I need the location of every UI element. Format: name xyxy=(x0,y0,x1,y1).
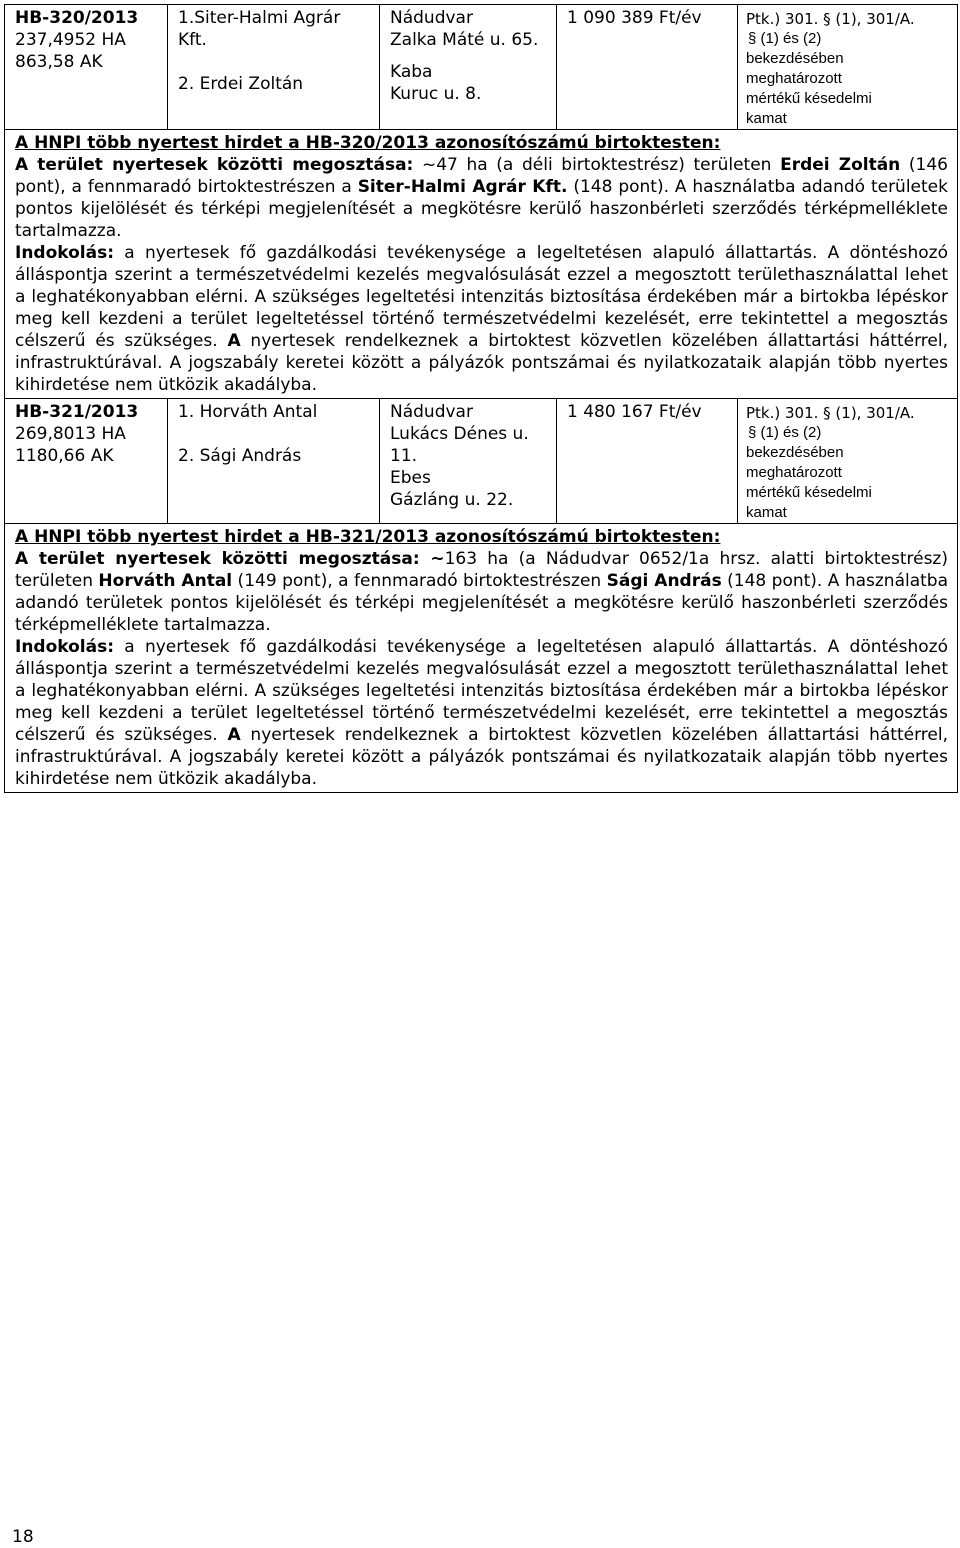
address-street: Lukács Dénes u. 11. xyxy=(390,424,529,466)
winner-name: 1. Horváth Antal xyxy=(178,402,318,422)
price-cell xyxy=(557,399,738,524)
section-heading: A HNPI több nyertest hirdet a HB-321/2013 azonosítószámú birtoktesten: xyxy=(15,527,721,547)
reason-bold: A xyxy=(227,331,241,351)
parcel-ak: 1180,66 AK xyxy=(15,446,114,466)
split-label: A terület nyertesek közötti megosztása: ~ xyxy=(15,549,445,569)
address-street: Kuruc u. 8. xyxy=(390,84,482,104)
penalty-line: Ptk.) 301. § (1), 301/A. xyxy=(746,404,915,422)
penalty-cell xyxy=(738,5,958,130)
tender-results-table xyxy=(4,4,958,793)
split-text: 163 ha (a Nádudvar 0652/1a hrsz. alatti birtoktestrész) területen xyxy=(15,549,948,591)
split-winner: Siter-Halmi Agrár Kft. xyxy=(357,177,568,197)
split-text: (148 pont). A használatba adandó területek pontos kijelölését és térképi megjelenítését a megkötésre kerülő haszonbérleti szerződés térképmelléklete tartalmazza. xyxy=(15,571,948,635)
reason-text: a nyertesek fő gazdálkodási tevékenysége a legeltetésen alapuló állattartás. A döntéshozó álláspontja szerint a természetvédelmi kezelés megvalósulását ezzel a megosztott területhasználattal lehet a leghatékonyabban elérni. A szükséges legeltetési intenzitás biztosítása érdekében már a birtokba lépéskor meg kell kezdeni a terület legeltetéssel történő természetvédelmi kezelését, erre tekintettel a megosztás célszerű és szükséges. xyxy=(15,637,948,745)
reason-label: Indokolás: xyxy=(15,243,115,263)
address-city: Ebes xyxy=(390,468,431,488)
address-street: Zalka Máté u. 65. xyxy=(390,30,539,50)
reason-bold: A xyxy=(227,725,241,745)
winners-cell xyxy=(168,5,380,130)
address-cell xyxy=(380,399,557,524)
table-row xyxy=(5,130,958,399)
parcel-id: HB-321/2013 xyxy=(15,402,139,422)
penalty-line: kamat xyxy=(746,110,787,127)
description-cell xyxy=(5,524,958,793)
annual-price: 1 090 389 Ft/év xyxy=(567,8,702,28)
winners-cell xyxy=(168,399,380,524)
parcel-area: 237,4952 HA xyxy=(15,30,126,50)
section-heading: A HNPI több nyertest hirdet a HB-320/2013 azonosítószámú birtoktesten: xyxy=(15,133,721,153)
reason-paragraph xyxy=(15,636,948,790)
split-winner: Erdei Zoltán xyxy=(780,155,901,175)
parcel-id: HB-320/2013 xyxy=(15,8,139,28)
penalty-cell xyxy=(738,399,958,524)
penalty-line: meghatározott xyxy=(746,70,842,87)
split-paragraph xyxy=(15,154,948,242)
penalty-line: mértékű késedelmi xyxy=(746,90,872,107)
split-label: A terület nyertesek közötti megosztása: xyxy=(15,155,414,175)
reason-paragraph xyxy=(15,242,948,396)
penalty-line: Ptk.) 301. § (1), 301/A. xyxy=(746,10,915,28)
parcel-area: 269,8013 HA xyxy=(15,424,126,444)
split-paragraph xyxy=(15,548,948,636)
parcel-cell xyxy=(5,399,168,524)
parcel-ak: 863,58 AK xyxy=(15,52,103,72)
penalty-line: mértékű késedelmi xyxy=(746,484,872,501)
address-city: Kaba xyxy=(390,62,433,82)
penalty-line: § (1) és (2) xyxy=(748,30,822,47)
split-text: (148 pont). A használatba adandó területek pontos kijelölését és térképi megjelenítését a megkötésre kerülő haszonbérleti szerződés térképmelléklete tartalmazza. xyxy=(15,177,948,241)
address-cell xyxy=(380,5,557,130)
reason-text: nyertesek rendelkeznek a birtoktest közvetlen közelében állattartási háttérrel, infrastruktúrával. A jogszabály keretei között a pályázók pontszámai és nyilatkozataik alapján több nyertes kihirdetése nem ütközik akadályba. xyxy=(15,331,948,395)
address-city: Nádudvar xyxy=(390,402,473,422)
document-table-wrapper xyxy=(4,4,957,793)
penalty-line: meghatározott xyxy=(746,464,842,481)
annual-price: 1 480 167 Ft/év xyxy=(567,402,702,422)
split-text: ~47 ha (a déli birtoktestrész) területen xyxy=(413,155,781,175)
reason-label: Indokolás: xyxy=(15,637,115,657)
penalty-line: bekezdésében xyxy=(746,50,844,67)
split-text: (146 pont), a fennmaradó birtoktestrészen a xyxy=(15,155,948,197)
split-winner: Horváth Antal xyxy=(98,571,233,591)
reason-text: nyertesek rendelkeznek a birtoktest közvetlen közelében állattartási háttérrel, infrastruktúrával. A jogszabály keretei között a pályázók pontszámai és nyilatkozataik alapján több nyertes kihirdetése nem ütközik akadályba. xyxy=(15,725,948,789)
penalty-line: § (1) és (2) xyxy=(748,424,822,441)
page-number: 18 xyxy=(12,1527,34,1547)
table-row xyxy=(5,5,958,130)
address-street: Gázláng u. 22. xyxy=(390,490,514,510)
winner-name: 2. Sági András xyxy=(178,446,302,466)
table-row xyxy=(5,524,958,793)
winner-name: 2. Erdei Zoltán xyxy=(178,74,304,94)
penalty-line: bekezdésében xyxy=(746,444,844,461)
split-text: (149 pont), a fennmaradó birtoktestrészen xyxy=(232,571,607,591)
description-cell xyxy=(5,130,958,399)
price-cell xyxy=(557,5,738,130)
parcel-cell xyxy=(5,5,168,130)
winner-name: 1.Siter-Halmi Agrár Kft. xyxy=(178,8,341,50)
table-row xyxy=(5,399,958,524)
reason-text: a nyertesek fő gazdálkodási tevékenysége a legeltetésen alapuló állattartás. A döntéshozó álláspontja szerint a természetvédelmi kezelés megvalósulását ezzel a megosztott területhasználattal lehet a leghatékonyabban elérni. A szükséges legeltetési intenzitás biztosítása érdekében már a birtokba lépéskor meg kell kezdeni a terület legeltetéssel történő természetvédelmi kezelését, erre tekintettel a megosztás célszerű és szükséges. xyxy=(15,243,948,351)
address-city: Nádudvar xyxy=(390,8,473,28)
penalty-line: kamat xyxy=(746,504,787,521)
split-winner: Sági András xyxy=(606,571,722,591)
